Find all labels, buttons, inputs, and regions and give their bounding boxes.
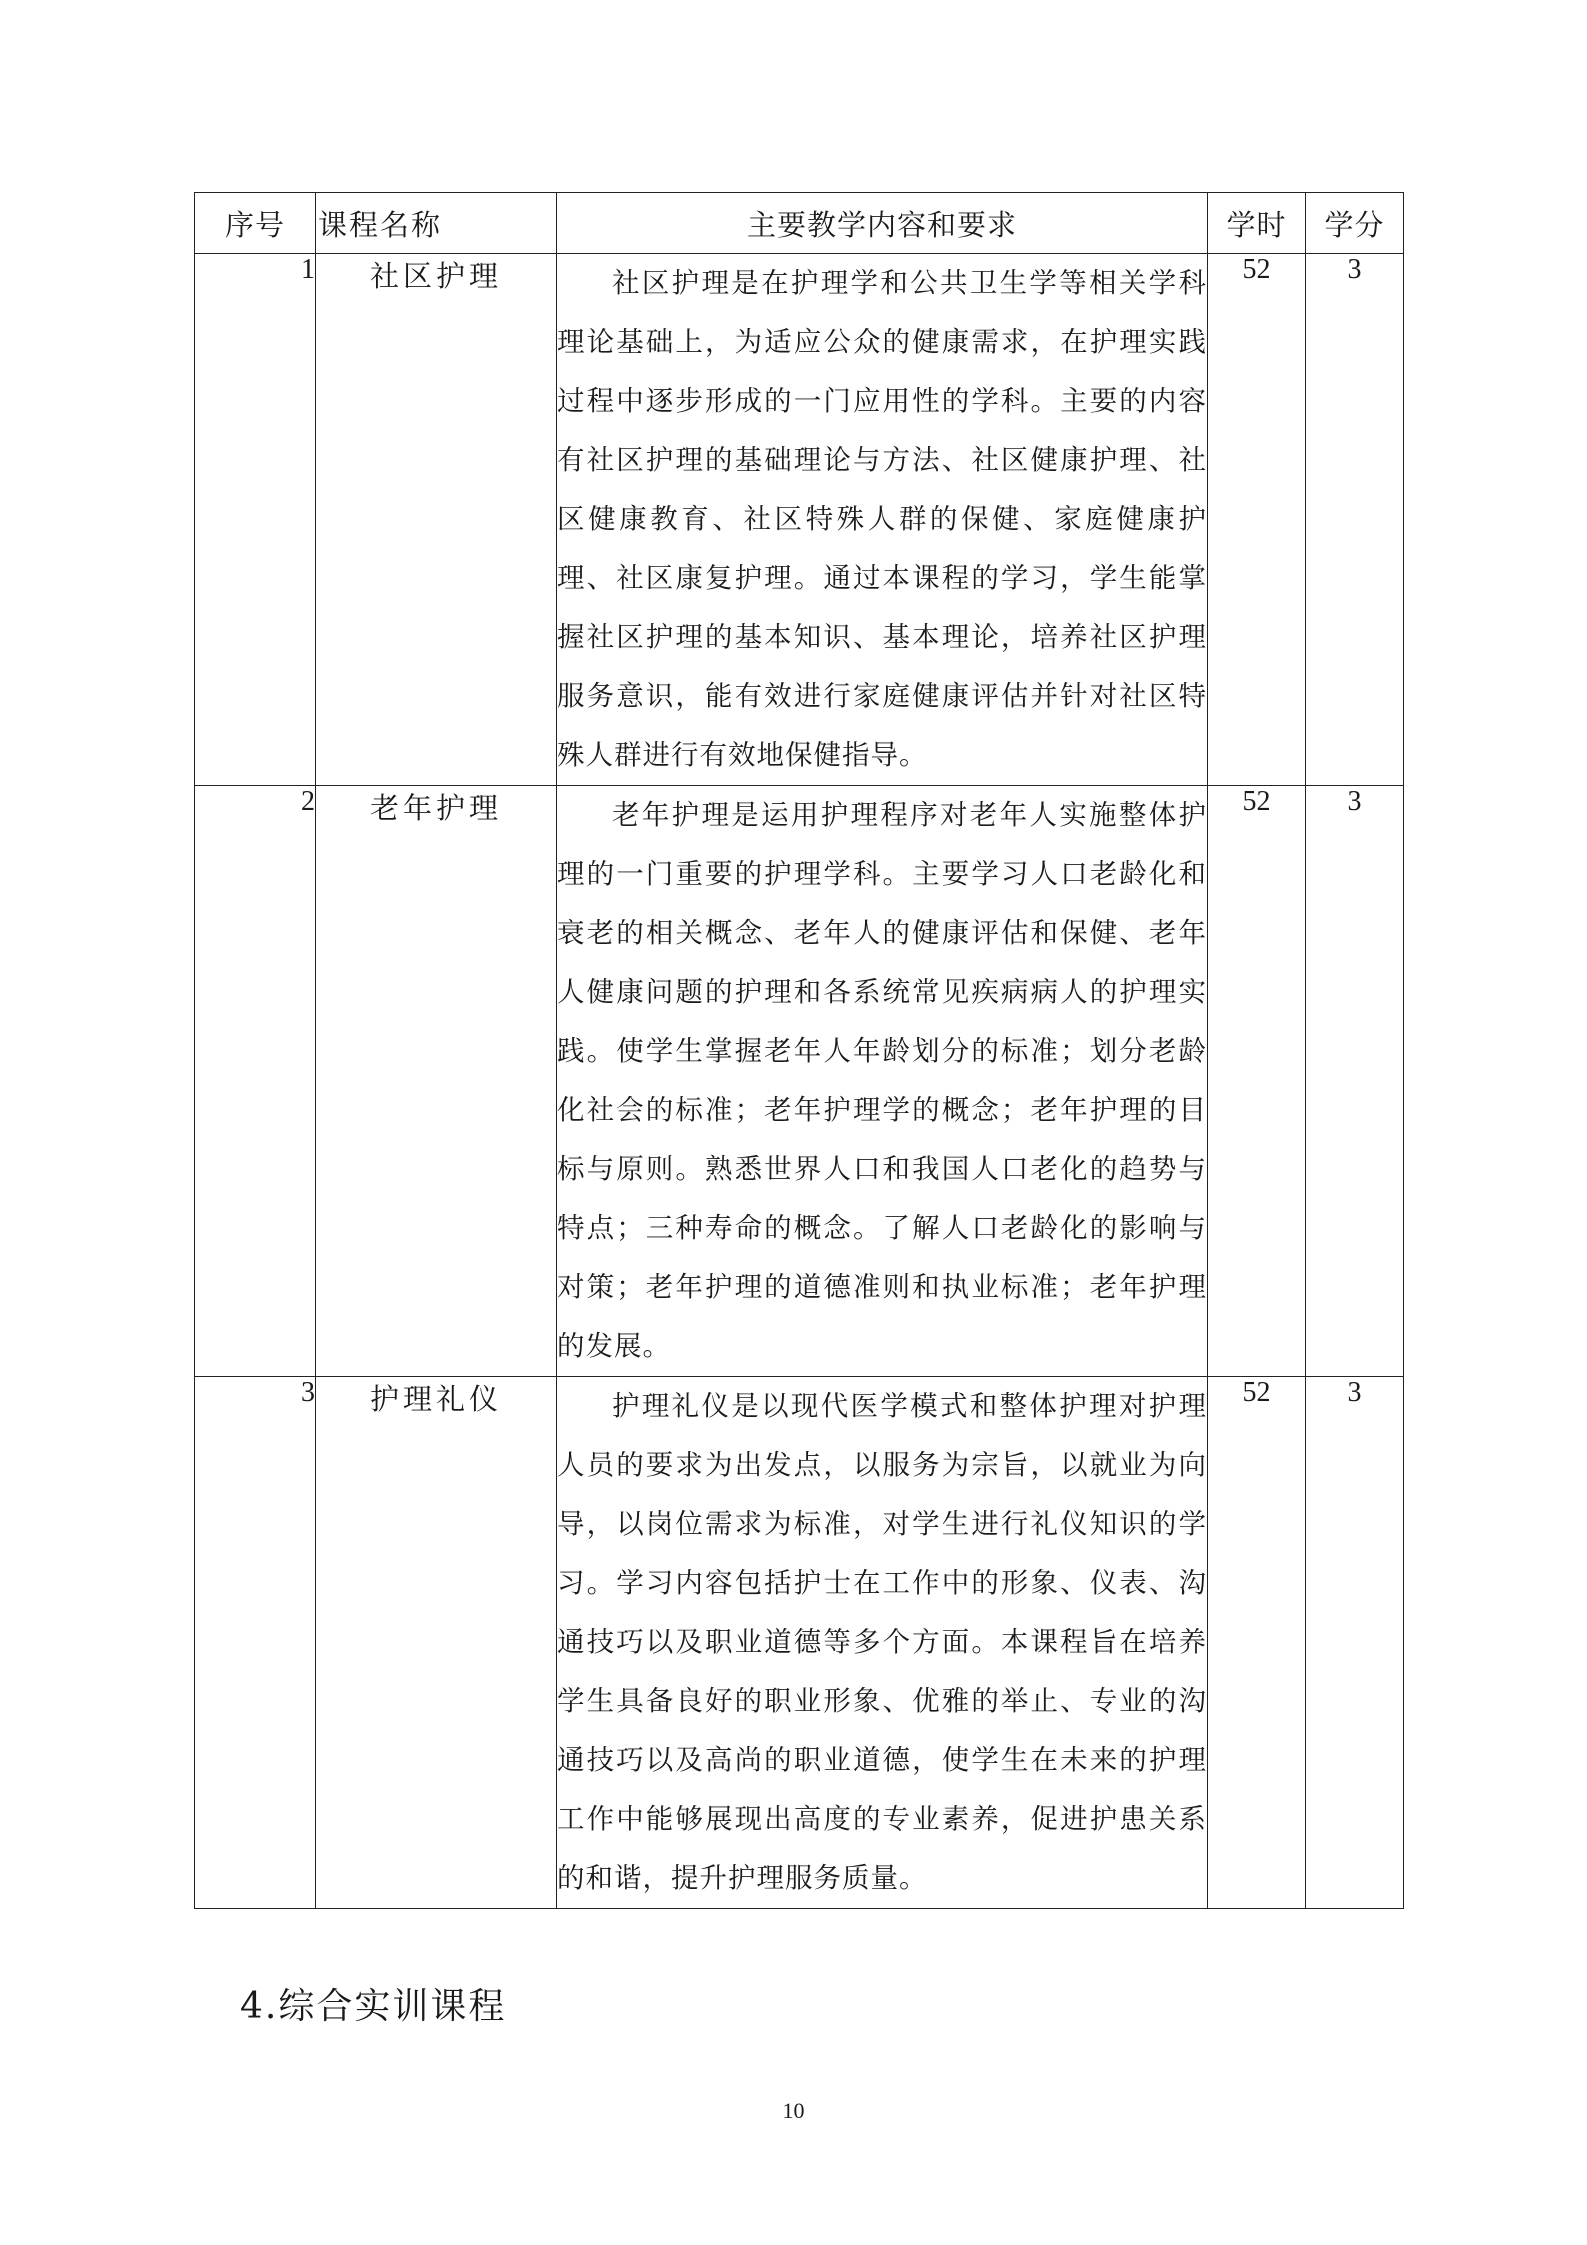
table-row xyxy=(195,1377,1404,1909)
row-index: 1 xyxy=(195,254,316,786)
course-name: 社区护理 xyxy=(316,254,557,786)
course-name: 护理礼仪 xyxy=(316,1377,557,1909)
table-header-row xyxy=(195,193,1404,254)
header-index: 序号 xyxy=(195,193,316,254)
course-hours: 52 xyxy=(1208,786,1306,1377)
course-name: 老年护理 xyxy=(316,786,557,1377)
row-index: 3 xyxy=(195,1377,316,1909)
row-index: 2 xyxy=(195,786,316,1377)
page-number: 10 xyxy=(782,2098,805,2123)
course-content: 护理礼仪是以现代医学模式和整体护理对护理人员的要求为出发点，以服务为宗旨，以就业为向导，以岗位需求为标准，对学生进行礼仪知识的学习。学习内容包括护士在工作中的形象、仪表、沟通技巧以及职业道德等多个方面。本课程旨在培养学生具备良好的职业形象、优雅的举止、专业的沟通技巧以及高尚的职业道德，使学生在未来的护理工作中能够展现出高度的专业素养，促进护患关系的和谐，提升护理服务质量。 xyxy=(557,1377,1208,1909)
course-hours: 52 xyxy=(1208,254,1306,786)
header-content: 主要教学内容和要求 xyxy=(557,193,1208,254)
course-credits: 3 xyxy=(1306,786,1404,1377)
course-credits: 3 xyxy=(1306,254,1404,786)
section-heading: 4.综合实训课程 xyxy=(240,1986,507,2027)
course-content: 社区护理是在护理学和公共卫生学等相关学科理论基础上，为适应公众的健康需求，在护理实践过程中逐步形成的一门应用性的学科。主要的内容有社区护理的基础理论与方法、社区健康护理、社区健康教育、社区特殊人群的保健、家庭健康护理、社区康复护理。通过本课程的学习，学生能掌握社区护理的基本知识、基本理论，培养社区护理服务意识，能有效进行家庭健康评估并针对社区特殊人群进行有效地保健指导。 xyxy=(557,254,1208,786)
header-credits: 学分 xyxy=(1306,193,1404,254)
header-hours: 学时 xyxy=(1208,193,1306,254)
course-content: 老年护理是运用护理程序对老年人实施整体护理的一门重要的护理学科。主要学习人口老龄化和衰老的相关概念、老年人的健康评估和保健、老年人健康问题的护理和各系统常见疾病病人的护理实践。使学生掌握老年人年龄划分的标准；划分老龄化社会的标准；老年护理学的概念；老年护理的目标与原则。熟悉世界人口和我国人口老化的趋势与特点；三种寿命的概念。了解人口老龄化的影响与对策；老年护理的道德准则和执业标准；老年护理的发展。 xyxy=(557,786,1208,1377)
header-course-name: 课程名称 xyxy=(316,193,557,254)
table-row xyxy=(195,786,1404,1377)
course-hours: 52 xyxy=(1208,1377,1306,1909)
course-table xyxy=(194,192,1404,1909)
course-credits: 3 xyxy=(1306,1377,1404,1909)
table-row xyxy=(195,254,1404,786)
